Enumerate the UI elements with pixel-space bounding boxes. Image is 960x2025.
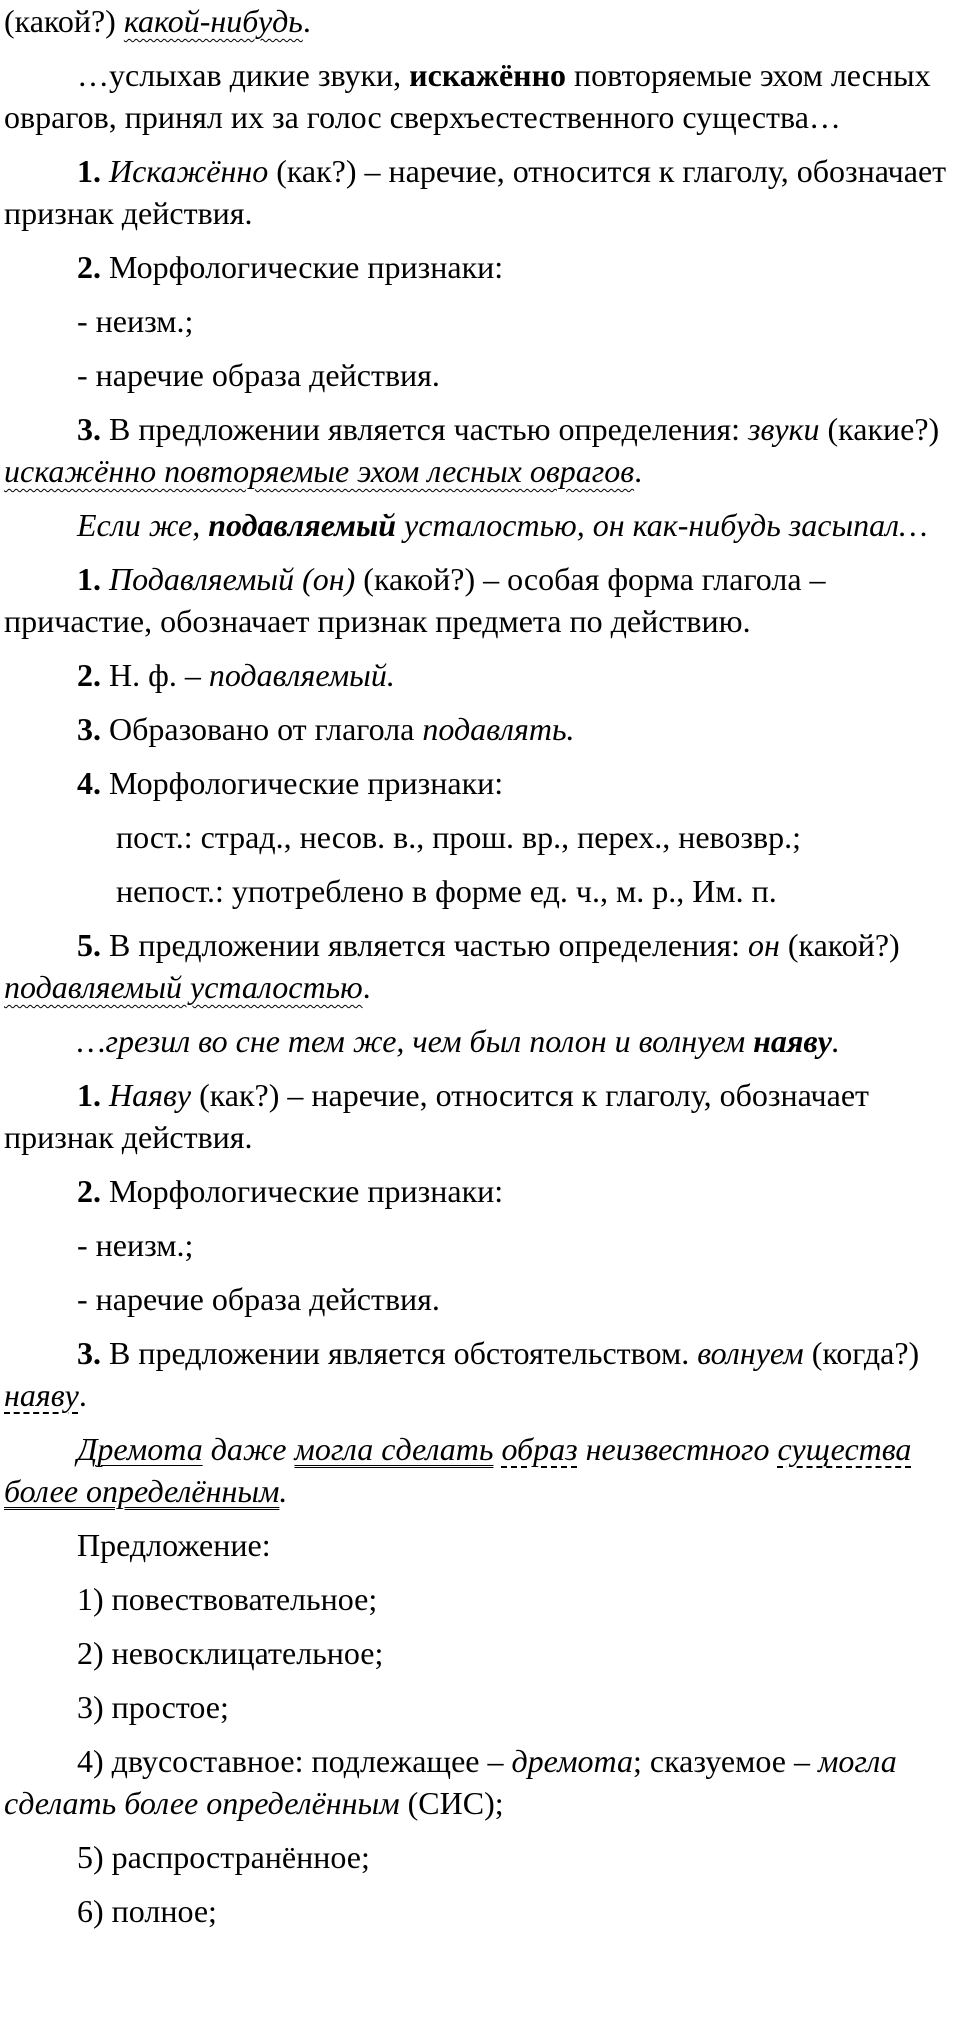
text: Образовано от глагола xyxy=(101,711,423,747)
text: (СИС); xyxy=(399,1785,504,1821)
text: ; сказуемое – xyxy=(632,1743,818,1779)
text: (какой?) xyxy=(779,927,900,963)
text: . xyxy=(831,1023,840,1059)
list-line: пост.: страд., несов. в., прош. вр., перех., невозвр.; xyxy=(116,819,802,855)
key-word: подавляемый xyxy=(208,507,397,543)
list-line: - неизм.; xyxy=(77,1227,194,1263)
list-line: 5) распространённое; xyxy=(77,1839,370,1875)
text: . xyxy=(78,1377,87,1413)
item-number: 2. xyxy=(77,249,101,285)
text: повторяемые эхом лесных оврагов, принял их за голос сверхъестественного существа… xyxy=(4,57,931,135)
list-line: - наречие образа действия. xyxy=(77,357,440,393)
term: он xyxy=(747,927,780,963)
term: Наяву xyxy=(101,1077,192,1113)
item-number: 1. xyxy=(77,153,101,189)
object-word: образ xyxy=(501,1431,578,1467)
text: …услыхав дикие звуки, xyxy=(77,57,410,93)
text: В предложении является обстоятельством. xyxy=(101,1335,698,1371)
list-line: непост.: употреблено в форме ед. ч., м. р., Им. п. xyxy=(116,873,777,909)
analysis-item xyxy=(4,150,952,234)
analysis-item xyxy=(4,246,952,288)
underlined-word: наяву xyxy=(4,1377,79,1413)
list-line: 6) полное; xyxy=(77,1893,217,1929)
text: Н. ф. – xyxy=(101,657,209,693)
item-number: 2. xyxy=(77,657,101,693)
parsed-sentence xyxy=(4,1428,952,1512)
text: Морфологические признаки: xyxy=(101,765,504,801)
underlined-word: какой-нибудь xyxy=(123,3,303,39)
text: . xyxy=(279,1473,288,1509)
term: дремота xyxy=(511,1743,633,1779)
item-number: 2. xyxy=(77,1173,101,1209)
text: 4) двусоставное: подлежащее – xyxy=(77,1743,512,1779)
text: В предложении является частью определения: xyxy=(101,411,748,447)
underlined-phrase: подавляемый усталостью xyxy=(4,969,363,1005)
text: . xyxy=(302,3,311,39)
item-number: 3. xyxy=(77,711,101,747)
item-number: 1. xyxy=(77,1077,101,1113)
term: Искажённо xyxy=(101,153,269,189)
list-line: 1) повествовательное; xyxy=(77,1581,378,1617)
question-line-top xyxy=(4,0,952,42)
analysis-item xyxy=(4,408,952,492)
list-line xyxy=(4,1740,952,1824)
text: усталостью, он как-нибудь засыпал… xyxy=(396,507,928,543)
list-line: - наречие образа действия. xyxy=(77,1281,440,1317)
predicate-words: более определённым xyxy=(4,1473,280,1509)
text: (как?) – наречие, относится к глаголу, обозначает признак действия. xyxy=(4,153,947,231)
term: подавлять. xyxy=(422,711,575,747)
list-line: 3) простое; xyxy=(77,1689,229,1725)
item-number: 3. xyxy=(77,411,101,447)
analysis-item xyxy=(4,654,952,696)
quote-sentence-2 xyxy=(4,504,952,546)
analysis-item xyxy=(4,1332,952,1416)
list-line: - неизм.; xyxy=(77,303,194,339)
analysis-item xyxy=(4,558,952,642)
item-number: 1. xyxy=(77,561,101,597)
text: Морфологические признаки: xyxy=(101,1173,504,1209)
analysis-item xyxy=(4,1074,952,1158)
quote-sentence-3 xyxy=(4,1020,952,1062)
text: . xyxy=(634,453,643,489)
text: В предложении является частью определения: xyxy=(101,927,748,963)
analysis-item xyxy=(4,1170,952,1212)
text: (когда?) xyxy=(803,1335,920,1371)
quote-sentence-1 xyxy=(4,54,952,138)
item-number: 3. xyxy=(77,1335,101,1371)
list-line: 2) невосклицательное; xyxy=(77,1635,384,1671)
term: Подавляемый (он) xyxy=(101,561,356,597)
term: звуки xyxy=(747,411,820,447)
text: . xyxy=(362,969,371,1005)
key-word: искажённо xyxy=(409,57,567,93)
predicate-words: могла сделать xyxy=(294,1431,494,1467)
text: (какие?) xyxy=(819,411,940,447)
underlined-phrase: искажённо повторяемые эхом лесных оврагов xyxy=(4,453,635,489)
item-number: 4. xyxy=(77,765,101,801)
subject-word: Дремота xyxy=(77,1431,203,1467)
text: Морфологические признаки: xyxy=(101,249,504,285)
analysis-item xyxy=(4,762,952,804)
analysis-item xyxy=(4,924,952,1008)
text: (какой?) xyxy=(4,3,124,39)
section-heading: Предложение: xyxy=(77,1527,271,1563)
text: …грезил во сне тем же, чем был полон и волнуем xyxy=(77,1023,754,1059)
analysis-item xyxy=(4,708,952,750)
text: (как?) – наречие, относится к глаголу, обозначает признак действия. xyxy=(4,1077,870,1155)
term: волнуем xyxy=(697,1335,804,1371)
text: Если же, xyxy=(77,507,209,543)
text: неизвестного xyxy=(577,1431,778,1467)
object-word: существа xyxy=(777,1431,912,1467)
key-word: наяву xyxy=(753,1023,832,1059)
item-number: 5. xyxy=(77,927,101,963)
term: подавляемый. xyxy=(208,657,395,693)
text: даже xyxy=(202,1431,295,1467)
text: (какой?) – особая форма глагола – причастие, обозначает признак предмета по действию. xyxy=(4,561,826,639)
term: могла сделать более определённым xyxy=(4,1743,897,1821)
